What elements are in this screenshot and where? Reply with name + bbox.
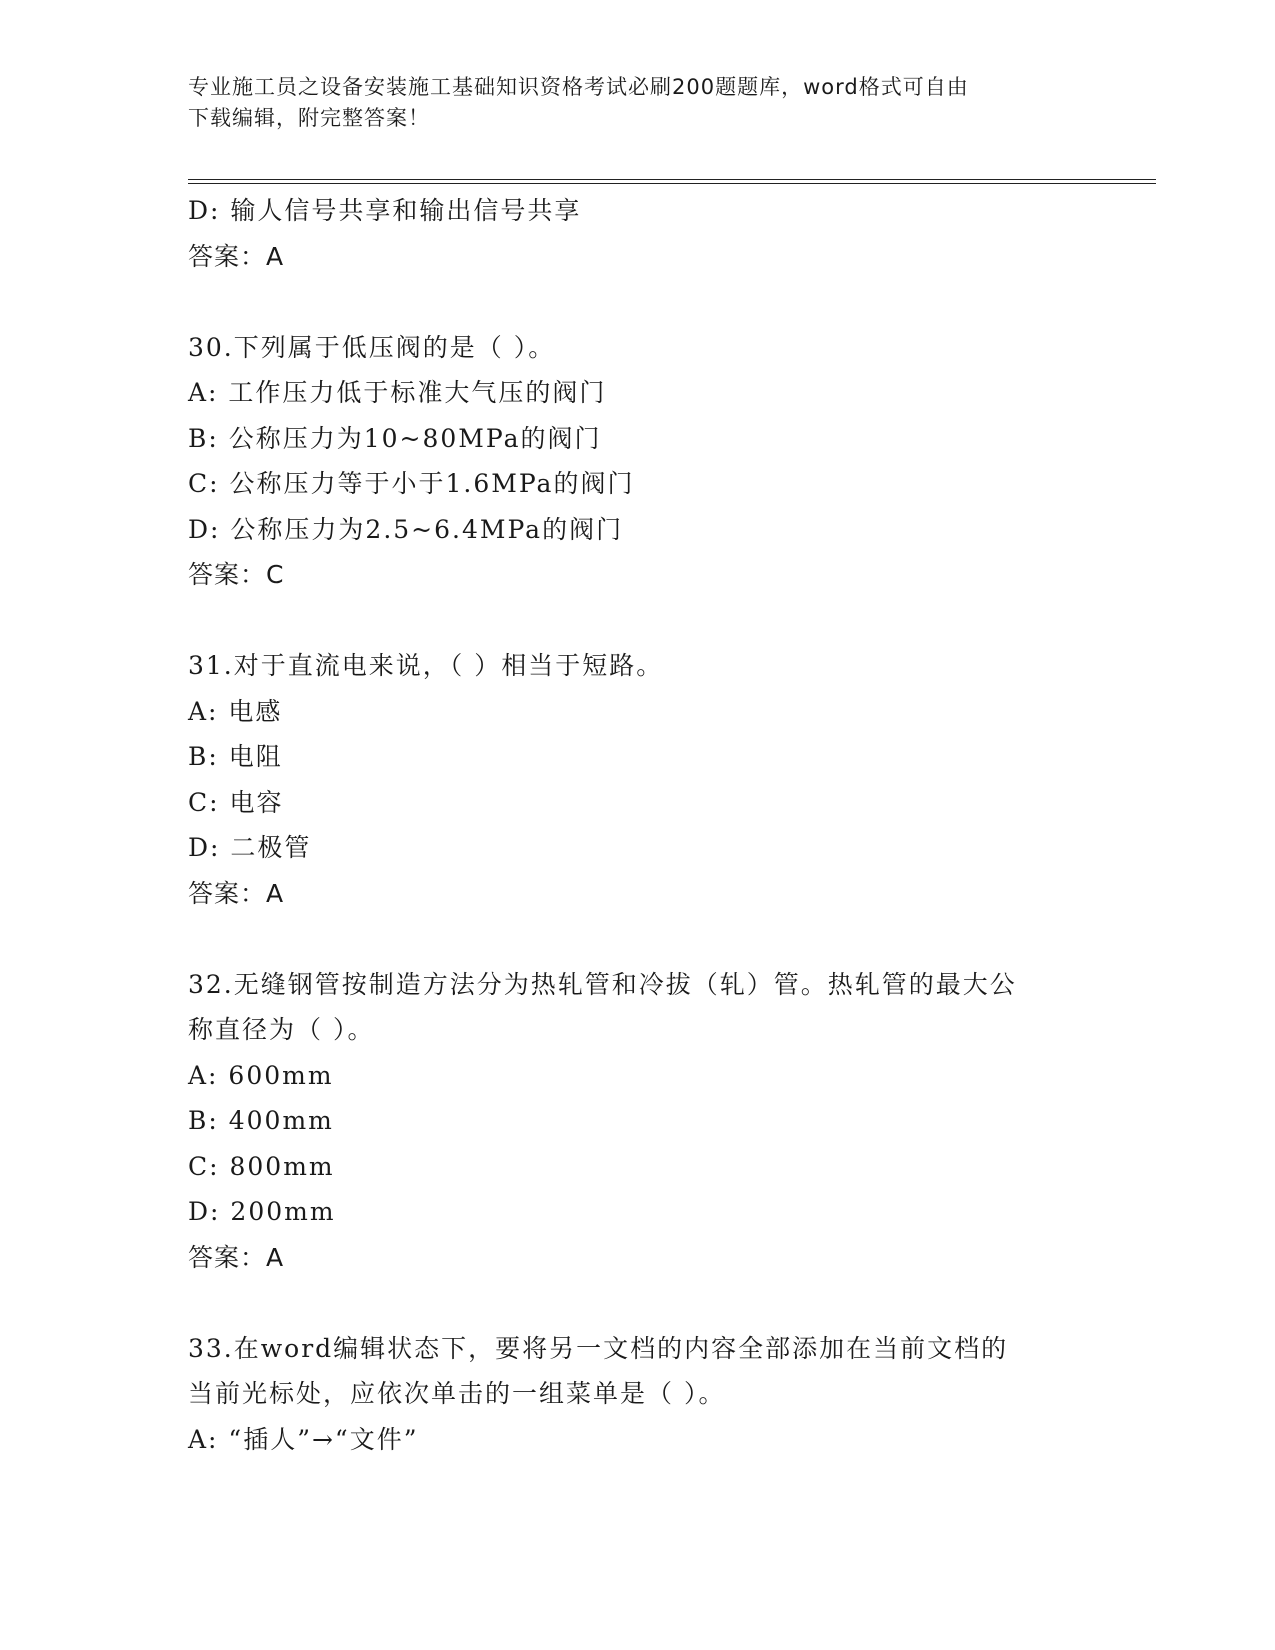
header-divider-bottom bbox=[188, 183, 1156, 184]
question-31 bbox=[188, 643, 1088, 916]
spacer bbox=[188, 598, 1088, 644]
question-stem-line-1: 32.无缝钢管按制造方法分为热轧管和冷拔（轧）管。热轧管的最大公 bbox=[188, 969, 1017, 999]
spacer bbox=[188, 279, 1088, 325]
option-a: A: “插人”→“文件” bbox=[188, 1424, 419, 1454]
option-c: C: 800mm bbox=[188, 1151, 335, 1181]
document-header bbox=[188, 72, 1078, 134]
option-d: D: 二极管 bbox=[188, 833, 312, 862]
answer-line: 答案：A bbox=[188, 878, 285, 908]
option-b: B: 400mm bbox=[188, 1106, 334, 1135]
question-stem-line-2: 当前光标处，应依次单击的一组菜单是（ ）。 bbox=[188, 1379, 726, 1408]
question-stem-line-2: 称直径为（ ）。 bbox=[188, 1015, 375, 1044]
spacer bbox=[188, 916, 1088, 962]
question-stem: 30.下列属于低压阀的是（ ）。 bbox=[188, 332, 556, 362]
question-33 bbox=[188, 1326, 1088, 1463]
header-title-line-2: 下载编辑，附完整答案！ bbox=[188, 106, 430, 130]
spacer bbox=[188, 1280, 1088, 1326]
option-a: A: 600mm bbox=[188, 1060, 334, 1090]
question-29-tail bbox=[188, 188, 1088, 279]
header-title-line-1: 专业施工员之设备安装施工基础知识资格考试必刷200题题库，word格式可自由 bbox=[188, 75, 969, 99]
header-divider-top bbox=[188, 179, 1156, 180]
option-a: A: 工作压力低于标准大气压的阀门 bbox=[188, 378, 607, 407]
question-32 bbox=[188, 962, 1088, 1281]
option-b: B: 电阻 bbox=[188, 742, 283, 771]
question-30 bbox=[188, 325, 1088, 598]
answer-line: 答案：A bbox=[188, 241, 285, 271]
question-list bbox=[188, 188, 1088, 1462]
option-d: D: 200mm bbox=[188, 1197, 336, 1226]
answer-line: 答案：C bbox=[188, 560, 285, 589]
option-b: B: 公称压力为10~80MPa的阀门 bbox=[188, 423, 602, 453]
option-c: C: 电容 bbox=[188, 787, 284, 817]
option-d: D: 输人信号共享和输出信号共享 bbox=[188, 196, 582, 225]
option-c: C: 公称压力等于小于1.6MPa的阀门 bbox=[188, 469, 635, 498]
answer-line: 答案：A bbox=[188, 1242, 285, 1272]
question-stem: 31.对于直流电来说，（ ）相当于短路。 bbox=[188, 651, 664, 680]
question-stem-line-1: 33.在word编辑状态下，要将另一文档的内容全部添加在当前文档的 bbox=[188, 1333, 1009, 1363]
option-a: A: 电感 bbox=[188, 696, 283, 726]
option-d: D: 公称压力为2.5~6.4MPa的阀门 bbox=[188, 514, 624, 544]
